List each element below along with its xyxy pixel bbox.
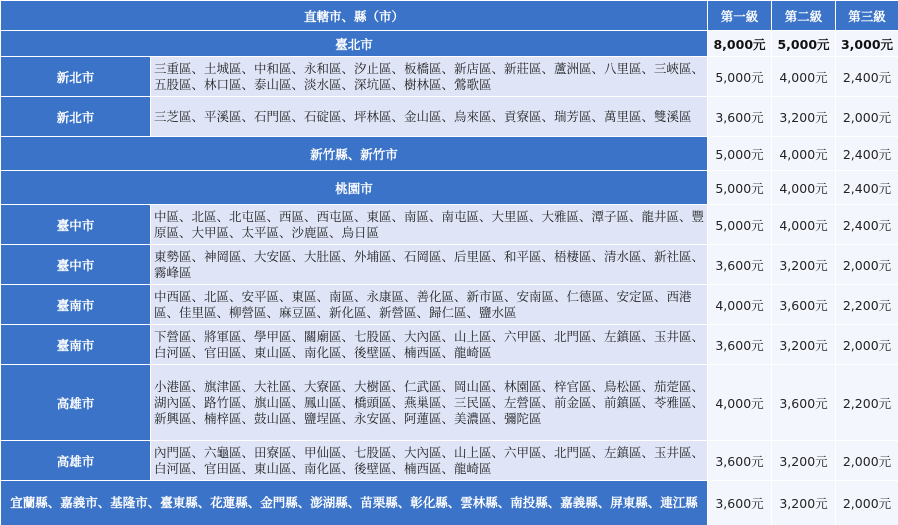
header-area: 直轄市、縣（市）: [1, 1, 708, 31]
row-level3-value: 2,400元: [836, 57, 898, 97]
row-level3-value: 2,000元: [836, 245, 898, 285]
row-level3-value: 3,000元: [836, 31, 898, 57]
header-level1: 第一級: [708, 1, 772, 31]
row-level1-value: 8,000元: [708, 31, 772, 57]
row-level1-value: 5,000元: [708, 205, 772, 245]
row-level3-value: 2,000元: [836, 325, 898, 365]
table-row: [1, 137, 898, 171]
row-level3-value: 2,200元: [836, 285, 898, 325]
table-row: [1, 171, 898, 205]
row-level1-value: 4,000元: [708, 285, 772, 325]
row-level2-value: 3,200元: [772, 325, 836, 365]
row-region: 臺中市: [1, 205, 151, 245]
table-row: [1, 365, 898, 441]
row-level2-value: 3,200元: [772, 481, 836, 525]
row-region: 桃園市: [1, 171, 708, 205]
row-level2-value: 3,600元: [772, 365, 836, 441]
row-level3-value: 2,400元: [836, 171, 898, 205]
table-row: [1, 97, 898, 137]
row-region: 臺南市: [1, 325, 151, 365]
header-level2: 第二級: [772, 1, 836, 31]
row-region: 宜蘭縣、嘉義市、基隆市、臺東縣、花蓮縣、金門縣、澎湖縣、苗栗縣、彰化縣、雲林縣、南投縣、嘉義縣、屏東縣、連江縣: [1, 481, 708, 525]
table-row: [1, 205, 898, 245]
row-districts: 下營區、將軍區、學甲區、關廟區、七股區、大內區、山上區、六甲區、北門區、左鎮區、玉井區、白河區、官田區、東山區、南化區、後壁區、楠西區、龍崎區: [151, 325, 708, 365]
row-level3-value: 2,000元: [836, 481, 898, 525]
row-region: 新北市: [1, 97, 151, 137]
table-row: [1, 481, 898, 525]
row-districts: 中區、北區、北屯區、西區、西屯區、東區、南區、南屯區、大里區、大雅區、潭子區、龍井區、豐原區、大甲區、太平區、沙鹿區、烏日區: [151, 205, 708, 245]
row-level1-value: 5,000元: [708, 57, 772, 97]
row-region: 高雄市: [1, 441, 151, 481]
row-level2-value: 3,600元: [772, 285, 836, 325]
row-region: 臺南市: [1, 285, 151, 325]
header-row: [1, 1, 898, 31]
table-row: [1, 57, 898, 97]
row-level2-value: 3,200元: [772, 245, 836, 285]
row-level1-value: 5,000元: [708, 137, 772, 171]
row-districts: 三芝區、平溪區、石門區、石碇區、坪林區、金山區、烏來區、貢寮區、瑞芳區、萬里區、雙溪區: [151, 97, 708, 137]
row-level2-value: 3,200元: [772, 97, 836, 137]
row-level3-value: 2,000元: [836, 441, 898, 481]
row-level1-value: 3,600元: [708, 325, 772, 365]
row-level1-value: 3,600元: [708, 441, 772, 481]
row-level1-value: 3,600元: [708, 481, 772, 525]
row-level1-value: 4,000元: [708, 365, 772, 441]
table-row: [1, 325, 898, 365]
row-districts: 中西區、北區、安平區、東區、南區、永康區、善化區、新市區、安南區、仁德區、安定區、西港區、佳里區、柳營區、麻豆區、新化區、新營區、歸仁區、鹽水區: [151, 285, 708, 325]
row-level3-value: 2,000元: [836, 97, 898, 137]
row-region: 新竹縣、新竹市: [1, 137, 708, 171]
row-level1-value: 3,600元: [708, 97, 772, 137]
header-level3: 第三級: [836, 1, 898, 31]
row-level3-value: 2,400元: [836, 205, 898, 245]
row-districts: 內門區、六龜區、田寮區、甲仙區、七股區、大內區、山上區、六甲區、北門區、左鎮區、玉井區、白河區、官田區、東山區、南化區、後壁區、楠西區、龍崎區: [151, 441, 708, 481]
table-row: [1, 31, 898, 57]
row-level3-value: 2,200元: [836, 365, 898, 441]
row-level2-value: 4,000元: [772, 205, 836, 245]
row-level2-value: 5,000元: [772, 31, 836, 57]
row-level2-value: 4,000元: [772, 171, 836, 205]
row-region: 臺中市: [1, 245, 151, 285]
row-districts: 三重區、土城區、中和區、永和區、汐止區、板橋區、新店區、新莊區、蘆洲區、八里區、三峽區、五股區、林口區、泰山區、淡水區、深坑區、樹林區、鶯歌區: [151, 57, 708, 97]
row-region: 臺北市: [1, 31, 708, 57]
table-row: [1, 285, 898, 325]
row-districts: 小港區、旗津區、大社區、大寮區、大樹區、仁武區、岡山區、林園區、梓官區、鳥松區、茄萣區、湖內區、路竹區、旗山區、鳳山區、橋頭區、燕巢區、三民區、左營區、前金區、前鎮區、苓雅區、新興區、楠梓區、鼓山區、鹽埕區、永安區、阿蓮區、美濃區、彌陀區: [151, 365, 708, 441]
row-level3-value: 2,400元: [836, 137, 898, 171]
row-level1-value: 3,600元: [708, 245, 772, 285]
row-level2-value: 4,000元: [772, 137, 836, 171]
row-level1-value: 5,000元: [708, 171, 772, 205]
row-region: 新北市: [1, 57, 151, 97]
row-level2-value: 4,000元: [772, 57, 836, 97]
row-region: 高雄市: [1, 365, 151, 441]
row-level2-value: 3,200元: [772, 441, 836, 481]
table-row: [1, 441, 898, 481]
row-districts: 東勢區、神岡區、大安區、大肚區、外埔區、石岡區、后里區、和平區、梧棲區、清水區、新社區、霧峰區: [151, 245, 708, 285]
table-row: [1, 245, 898, 285]
